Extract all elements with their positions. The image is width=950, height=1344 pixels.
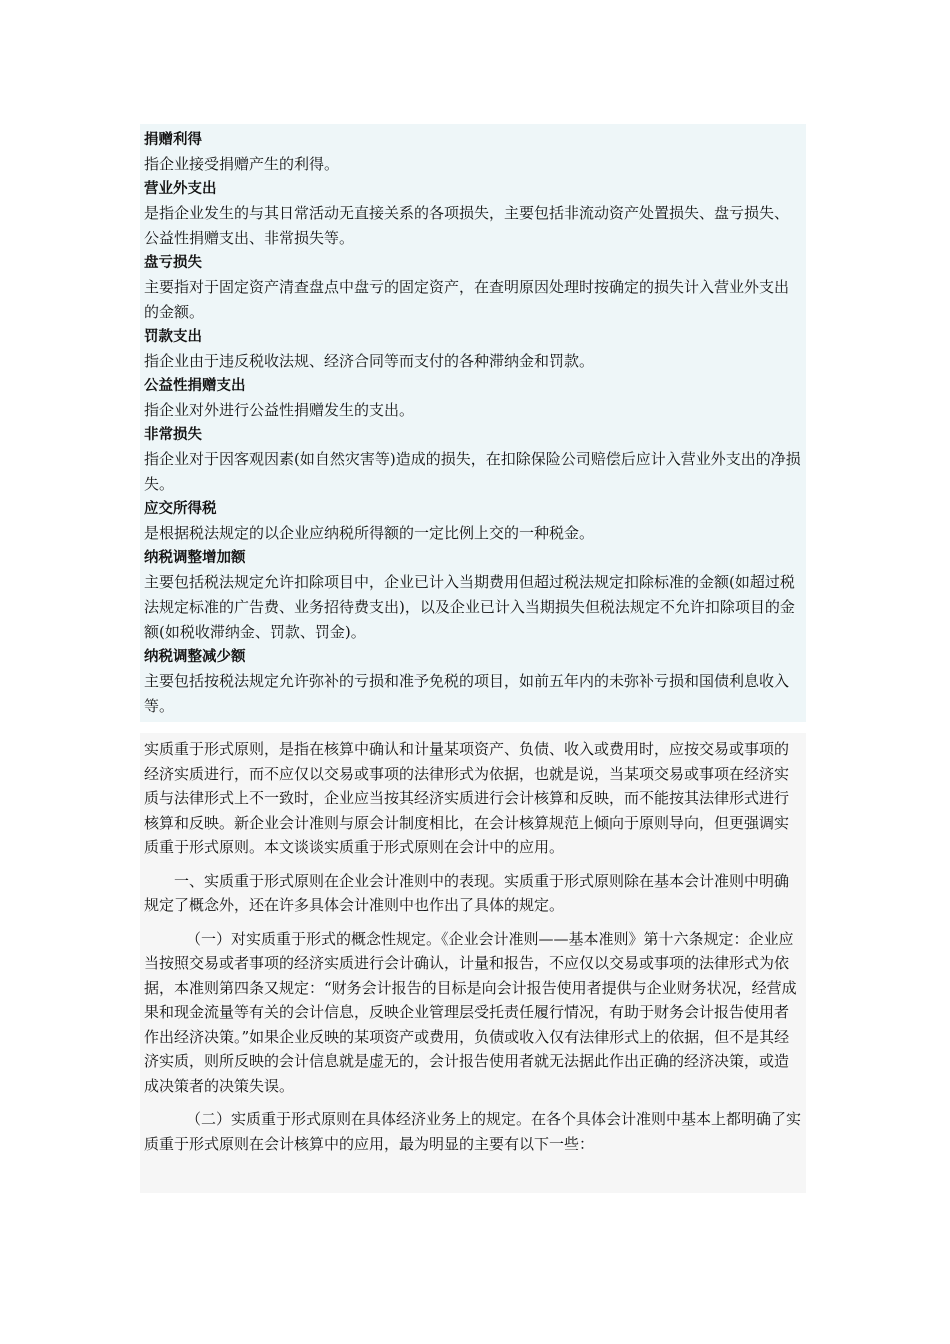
glossary-term: 应交所得税 xyxy=(144,501,217,517)
glossary-term: 捐赠利得 xyxy=(144,132,202,148)
glossary-term: 非常损失 xyxy=(144,427,202,443)
glossary-section xyxy=(140,124,806,722)
glossary-term: 营业外支出 xyxy=(144,181,217,197)
glossary-term: 纳税调整增加额 xyxy=(144,550,246,566)
glossary-definition: 主要指对于固定资产清查盘点中盘亏的固定资产，在查明原因处理时按确定的损失计入营业外支出的金额。 xyxy=(144,278,790,321)
glossary-definition: 指企业对外进行公益性捐赠发生的支出。 xyxy=(144,401,415,419)
glossary-term: 公益性捐赠支出 xyxy=(144,378,246,394)
glossary-definition: 主要包括按税法规定允许弥补的亏损和准予免税的项目，如前五年内的未弥补亏损和国债利息收入等。 xyxy=(144,672,790,715)
glossary-term: 纳税调整减少额 xyxy=(144,649,246,665)
glossary-definition: 是根据税法规定的以企业应纳税所得额的一定比例上交的一种税金。 xyxy=(144,524,595,542)
article-paragraph: 实质重于形式原则，是指在核算中确认和计量某项资产、负债、收入或费用时，应按交易或事项的经济实质进行，而不应仅以交易或事项的法律形式为依据，也就是说，当某项交易或事项在经济实质与法律形式上不一致时，企业应当按其经济实质进行会计核算和反映，而不能按其法律形式进行核算和反映。新企业会计准则与原会计制度相比，在会计核算规范上倾向于原则导向，但更强调实质重于形式原则。本文谈谈实质重于形式原则在会计中的应用。 xyxy=(144,740,790,856)
article-paragraph: （一）对实质重于形式的概念性规定。《企业会计准则——基本准则》第十六条规定：企业应当按照交易或者事项的经济实质进行会计确认，计量和报告，不应仅以交易或事项的法律形式为依据，本准则第四条又规定：“财务会计报告的目标是向会计报告使用者提供与企业财务状况，经营成果和现金流量等有关的会计信息，反映企业管理层受托责任履行情况，有助于财务会计报告使用者作出经济决策。”如果企业反映的某项资产或费用，负债或收入仅有法律形式上的依据，但不是其经济实质，则所反映的会计信息就是虚无的，会计报告使用者就无法据此作出正确的经济决策，或造成决策者的决策失误。 xyxy=(144,929,797,1095)
glossary-definition: 指企业由于违反税收法规、经济合同等而支付的各种滞纳金和罚款。 xyxy=(144,352,595,370)
glossary-definition: 指企业对于因客观因素(如自然灾害等)造成的损失，在扣除保险公司赔偿后应计入营业外支出的净损失。 xyxy=(144,450,801,493)
glossary-definition: 指企业接受捐赠产生的利得。 xyxy=(144,155,340,173)
article-paragraph: （二）实质重于形式原则在具体经济业务上的规定。在各个具体会计准则中基本上都明确了实质重于形式原则在会计核算中的应用，最为明显的主要有以下一些： xyxy=(144,1110,802,1153)
glossary-definition: 主要包括税法规定允许扣除项目中，企业已计入当期费用但超过税法规定扣除标准的金额(如超过税法规定标准的广告费、业务招待费支出)，以及企业已计入当期损失但税法规定不允许扣除项目的金额(如税收滞纳金、罚款、罚金)。 xyxy=(144,573,795,641)
glossary-definition: 是指企业发生的与其日常活动无直接关系的各项损失，主要包括非流动资产处置损失、盘亏损失、公益性捐赠支出、非常损失等。 xyxy=(144,204,790,247)
glossary-term: 盘亏损失 xyxy=(144,255,202,271)
article-paragraph: 一、实质重于形式原则在企业会计准则中的表现。实质重于形式原则除在基本会计准则中明确规定了概念外，还在许多具体会计准则中也作出了具体的规定。 xyxy=(144,871,790,914)
glossary-term: 罚款支出 xyxy=(144,329,202,345)
article-section xyxy=(140,733,806,1193)
